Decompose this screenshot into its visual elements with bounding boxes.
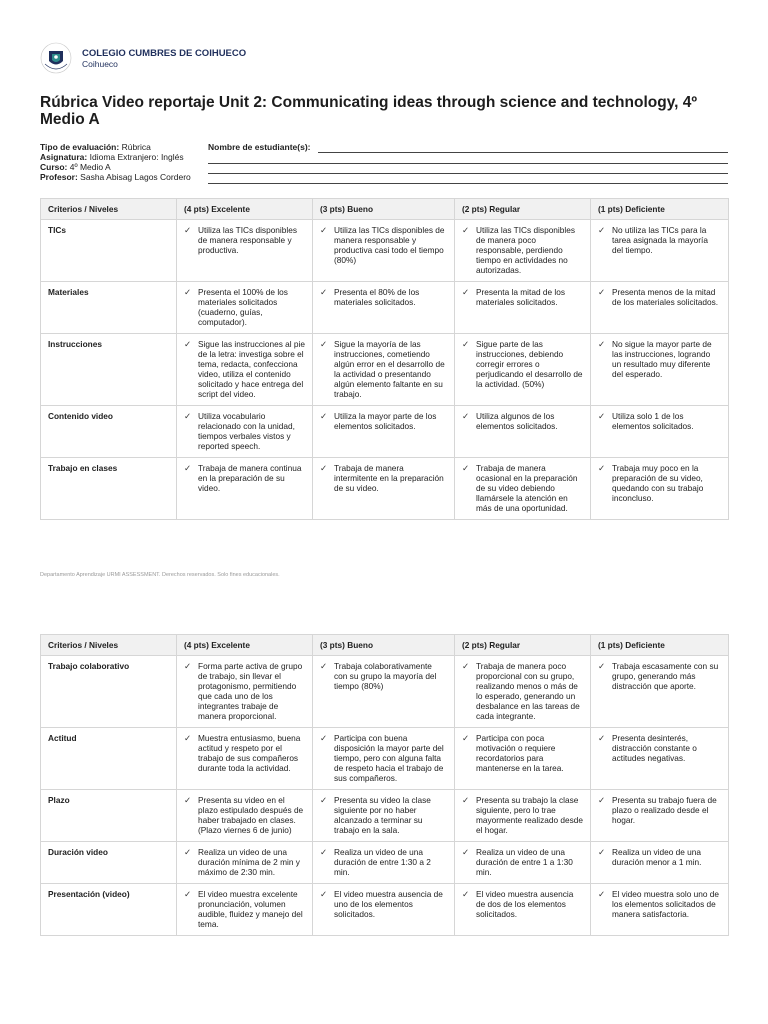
checkmark-icon: ✓ xyxy=(462,889,470,899)
level-content xyxy=(462,463,583,513)
level-description: Utiliza las TICs disponibles de manera responsable y productiva casi todo el tiempo (80%) xyxy=(334,225,445,265)
students-block xyxy=(208,142,728,152)
level-description: Utiliza las TICs disponibles de manera responsable y productiva. xyxy=(198,225,297,255)
level-content xyxy=(598,287,721,307)
level-cell xyxy=(313,656,455,728)
level-description: El video muestra solo uno de los elementos solicitados de manera satisfactoria. xyxy=(612,889,720,919)
level-cell xyxy=(591,334,729,406)
level-content xyxy=(320,339,447,399)
level-content xyxy=(462,889,583,919)
level-cell xyxy=(591,458,729,520)
level-description: Trabaja de manera ocasional en la preparación de su video debiendo llamársele la atención en más de una oportunidad. xyxy=(476,463,578,513)
checkmark-icon: ✓ xyxy=(184,411,192,421)
level-description: Presenta su video la clase siguiente por no haber alcanzado a terminar su trabajo en la sala. xyxy=(334,795,431,835)
table-row xyxy=(41,282,729,334)
level-description: Presenta desinterés, distracción constante o actitudes negativas. xyxy=(612,733,697,763)
criterion-cell: Actitud xyxy=(41,728,177,790)
level-description: El video muestra ausencia de uno de los elementos solicitados. xyxy=(334,889,443,919)
level-cell xyxy=(313,790,455,842)
table-header-row xyxy=(41,199,729,220)
evaluation-meta xyxy=(40,142,191,182)
level-cell xyxy=(177,842,313,884)
level-cell xyxy=(313,458,455,520)
level-content xyxy=(462,339,583,389)
table-row xyxy=(41,220,729,282)
level-content xyxy=(320,889,447,919)
level-description: Utiliza algunos de los elementos solicitados. xyxy=(476,411,558,431)
level-content xyxy=(598,339,721,379)
level-cell xyxy=(177,884,313,936)
level-cell xyxy=(313,220,455,282)
level-cell xyxy=(177,220,313,282)
level-description: Presenta su video en el plazo estipulado después de haber trabajado en clases. (Plazo viernes 6 de junio) xyxy=(198,795,304,835)
level-description: Trabaja de manera intermitente en la preparación de su video. xyxy=(334,463,444,493)
meta-tipo-value: Rúbrica xyxy=(121,142,151,152)
level-content xyxy=(184,847,305,877)
level-content xyxy=(598,847,721,867)
criterion-cell: Instrucciones xyxy=(41,334,177,406)
meta-curso-value: 4º Medio A xyxy=(69,162,111,172)
criterion-cell: TICs xyxy=(41,220,177,282)
level-cell xyxy=(591,790,729,842)
level-description: Trabaja de manera continua en la preparación de su video. xyxy=(198,463,302,493)
level-description: Sigue las instrucciones al pie de la letra: investiga sobre el tema, redacta, confecciona video, utiliza el contenido solicitado y hace entrega del script del video. xyxy=(198,339,305,399)
header-bueno: (3 pts) Bueno xyxy=(313,635,455,656)
level-content xyxy=(184,339,305,399)
level-description: El video muestra excelente pronunciación, volumen audible, fluidez y manejo del tema. xyxy=(198,889,303,929)
checkmark-icon: ✓ xyxy=(598,225,606,235)
table-row xyxy=(41,656,729,728)
checkmark-icon: ✓ xyxy=(462,847,470,857)
level-content xyxy=(184,661,305,721)
checkmark-icon: ✓ xyxy=(462,733,470,743)
level-content xyxy=(184,733,305,773)
level-description: Realiza un video de una duración de entre 1:30 a 2 min. xyxy=(334,847,431,877)
level-cell xyxy=(313,884,455,936)
checkmark-icon: ✓ xyxy=(462,411,470,421)
checkmark-icon: ✓ xyxy=(320,889,328,899)
criterion-cell: Materiales xyxy=(41,282,177,334)
student-name-line[interactable] xyxy=(208,163,728,164)
level-description: Presenta el 80% de los materiales solicitados. xyxy=(334,287,420,307)
table-row xyxy=(41,884,729,936)
checkmark-icon: ✓ xyxy=(462,339,470,349)
level-description: Trabaja muy poco en la preparación de su video, quedando con su trabajo inconcluso. xyxy=(612,463,704,503)
checkmark-icon: ✓ xyxy=(320,661,328,671)
level-cell xyxy=(177,406,313,458)
level-cell xyxy=(455,884,591,936)
criterion-cell: Plazo xyxy=(41,790,177,842)
criterion-cell: Trabajo en clases xyxy=(41,458,177,520)
meta-profesor-label: Profesor: xyxy=(40,172,78,182)
checkmark-icon: ✓ xyxy=(598,889,606,899)
level-cell xyxy=(591,406,729,458)
level-cell xyxy=(313,282,455,334)
checkmark-icon: ✓ xyxy=(320,411,328,421)
level-content xyxy=(320,225,447,265)
level-content xyxy=(184,411,305,451)
checkmark-icon: ✓ xyxy=(320,733,328,743)
level-content xyxy=(320,411,447,431)
level-cell xyxy=(313,842,455,884)
level-description: Trabaja de manera poco proporcional con su grupo, realizando menos o más de lo esperado, generando un desbalance en las tareas de cada integrante. xyxy=(476,661,580,721)
header-deficiente: (1 pts) Deficiente xyxy=(591,635,729,656)
level-content xyxy=(462,411,583,431)
level-description: Utiliza vocabulario relacionado con la unidad, tiempos verbales vistos y reported speech. xyxy=(198,411,295,451)
level-cell xyxy=(455,728,591,790)
level-description: No utiliza las TICs para la tarea asignada la mayoría del tiempo. xyxy=(612,225,708,255)
table-header-row xyxy=(41,635,729,656)
criterion-cell: Duración video xyxy=(41,842,177,884)
level-description: Participa con buena disposición la mayor parte del tiempo, pero con alguna falta de respeto hacia el trabajo de sus compañeros. xyxy=(334,733,444,783)
checkmark-icon: ✓ xyxy=(184,847,192,857)
level-content xyxy=(598,889,721,919)
meta-tipo xyxy=(40,142,191,152)
meta-asignatura xyxy=(40,152,191,162)
checkmark-icon: ✓ xyxy=(462,225,470,235)
checkmark-icon: ✓ xyxy=(320,287,328,297)
rubric-table-1 xyxy=(40,198,729,520)
level-content xyxy=(462,733,583,773)
header-excelente: (4 pts) Excelente xyxy=(177,199,313,220)
level-description: Presenta su trabajo fuera de plazo o realizado desde el hogar. xyxy=(612,795,717,825)
level-cell xyxy=(455,220,591,282)
student-name-line[interactable] xyxy=(208,173,728,174)
table-row xyxy=(41,406,729,458)
level-description: Realiza un video de una duración de entre 1 a 1:30 min. xyxy=(476,847,573,877)
level-cell xyxy=(455,282,591,334)
level-cell xyxy=(177,728,313,790)
table-row xyxy=(41,728,729,790)
checkmark-icon: ✓ xyxy=(462,661,470,671)
header-regular: (2 pts) Regular xyxy=(455,635,591,656)
checkmark-icon: ✓ xyxy=(320,463,328,473)
level-description: Presenta el 100% de los materiales solicitados (cuaderno, guías, computador). xyxy=(198,287,288,327)
header-excelente: (4 pts) Excelente xyxy=(177,635,313,656)
level-description: Presenta menos de la mitad de los materiales solicitados. xyxy=(612,287,719,307)
level-description: Presenta la mitad de los materiales solicitados. xyxy=(476,287,566,307)
level-description: Presenta su trabajo la clase siguiente, pero lo trae mayormente realizado desde el hogar. xyxy=(476,795,583,835)
level-cell xyxy=(313,334,455,406)
page-title: Rúbrica Video reportaje Unit 2: Communicating ideas through science and technology, 4º Medio A xyxy=(40,94,698,128)
level-cell xyxy=(591,728,729,790)
checkmark-icon: ✓ xyxy=(598,339,606,349)
table-row xyxy=(41,334,729,406)
level-content xyxy=(320,463,447,493)
header-criterios: Criterios / Niveles xyxy=(41,635,177,656)
header-bueno: (3 pts) Bueno xyxy=(313,199,455,220)
checkmark-icon: ✓ xyxy=(598,287,606,297)
table-row xyxy=(41,458,729,520)
level-cell xyxy=(177,656,313,728)
level-cell xyxy=(455,406,591,458)
level-content xyxy=(598,661,721,691)
level-content xyxy=(184,795,305,835)
checkmark-icon: ✓ xyxy=(184,287,192,297)
level-content xyxy=(462,661,583,721)
level-description: Trabaja colaborativamente con su grupo la mayoría del tiempo (80%) xyxy=(334,661,437,691)
checkmark-icon: ✓ xyxy=(184,889,192,899)
checkmark-icon: ✓ xyxy=(320,795,328,805)
meta-curso xyxy=(40,162,191,172)
level-cell xyxy=(591,656,729,728)
level-cell xyxy=(177,282,313,334)
page-footer: Departamento Aprendizaje URMI ASSESSMENT. Derechos reservados. Solo fines educacionales. xyxy=(40,572,280,578)
level-description: Forma parte activa de grupo de trabajo, sin llevar el protagonismo, permitiendo que cada uno de los integrantes trabaje de manera proporcional. xyxy=(198,661,303,721)
school-header xyxy=(40,38,246,78)
checkmark-icon: ✓ xyxy=(598,795,606,805)
criterion-cell: Trabajo colaborativo xyxy=(41,656,177,728)
level-cell xyxy=(455,458,591,520)
level-cell xyxy=(591,220,729,282)
level-content xyxy=(320,661,447,691)
level-cell xyxy=(177,458,313,520)
student-name-line[interactable] xyxy=(318,152,728,153)
level-content xyxy=(184,463,305,493)
checkmark-icon: ✓ xyxy=(184,463,192,473)
checkmark-icon: ✓ xyxy=(320,225,328,235)
level-description: Sigue la mayoría de las instrucciones, cometiendo algún error en el desarrollo de la actividad o presentando algún elemento faltante en su trabajo. xyxy=(334,339,445,399)
checkmark-icon: ✓ xyxy=(184,733,192,743)
checkmark-icon: ✓ xyxy=(184,225,192,235)
level-content xyxy=(462,287,583,307)
level-content xyxy=(320,287,447,307)
school-location: Coihueco xyxy=(82,58,118,69)
meta-asignatura-value: Idioma Extranjero: Inglés xyxy=(89,152,184,162)
criterion-cell: Contenido video xyxy=(41,406,177,458)
level-cell xyxy=(313,406,455,458)
level-content xyxy=(184,225,305,255)
checkmark-icon: ✓ xyxy=(598,463,606,473)
rubric-table-2 xyxy=(40,634,729,936)
criterion-cell: Presentación (video) xyxy=(41,884,177,936)
meta-tipo-label: Tipo de evaluación: xyxy=(40,142,120,152)
checkmark-icon: ✓ xyxy=(184,795,192,805)
level-content xyxy=(320,795,447,835)
level-content xyxy=(598,795,721,825)
checkmark-icon: ✓ xyxy=(598,847,606,857)
level-description: Realiza un video de una duración mínima de 2 min y máximo de 2:30 min. xyxy=(198,847,300,877)
table-row xyxy=(41,790,729,842)
header-deficiente: (1 pts) Deficiente xyxy=(591,199,729,220)
level-content xyxy=(462,795,583,835)
level-cell xyxy=(455,790,591,842)
level-description: Utiliza solo 1 de los elementos solicitados. xyxy=(612,411,694,431)
level-description: Muestra entusiasmo, buena actitud y respeto por el trabajo de sus compañeros durante toda la actividad. xyxy=(198,733,301,773)
level-cell xyxy=(455,656,591,728)
level-cell xyxy=(177,790,313,842)
level-description: Realiza un video de una duración menor a 1 min. xyxy=(612,847,702,867)
level-cell xyxy=(591,842,729,884)
level-content xyxy=(320,733,447,783)
checkmark-icon: ✓ xyxy=(462,795,470,805)
checkmark-icon: ✓ xyxy=(320,847,328,857)
checkmark-icon: ✓ xyxy=(184,339,192,349)
school-info xyxy=(82,48,246,69)
level-cell xyxy=(455,334,591,406)
level-cell xyxy=(591,884,729,936)
level-description: Sigue parte de las instrucciones, debiendo corregir errores o perjudicando el desarrollo de la actividad. (50%) xyxy=(476,339,583,389)
checkmark-icon: ✓ xyxy=(184,661,192,671)
meta-curso-label: Curso: xyxy=(40,162,68,172)
level-description: El video muestra ausencia de dos de los elementos solicitados. xyxy=(476,889,574,919)
student-name-line[interactable] xyxy=(208,183,728,184)
students-label: Nombre de estudiante(s): xyxy=(208,142,311,152)
checkmark-icon: ✓ xyxy=(598,661,606,671)
level-description: Utiliza las TICs disponibles de manera poco responsable, perdiendo tiempo en actividades no autorizadas. xyxy=(476,225,575,275)
checkmark-icon: ✓ xyxy=(320,339,328,349)
table-row xyxy=(41,842,729,884)
meta-profesor xyxy=(40,172,191,182)
level-content xyxy=(598,411,721,431)
checkmark-icon: ✓ xyxy=(598,411,606,421)
level-content xyxy=(462,225,583,275)
school-crest-icon xyxy=(40,42,72,74)
meta-profesor-value: Sasha Abisag Lagos Cordero xyxy=(80,172,191,182)
level-description: Trabaja escasamente con su grupo, generando más distracción que aporte. xyxy=(612,661,719,691)
checkmark-icon: ✓ xyxy=(462,463,470,473)
header-criterios: Criterios / Niveles xyxy=(41,199,177,220)
level-content xyxy=(598,463,721,503)
level-description: No sigue la mayor parte de las instrucciones, logrando un resultado muy diferente del esperado. xyxy=(612,339,712,379)
checkmark-icon: ✓ xyxy=(598,733,606,743)
level-cell xyxy=(591,282,729,334)
level-description: Participa con poca motivación o requiere recordatorios para mantenerse en la tarea. xyxy=(476,733,564,773)
level-content xyxy=(184,889,305,929)
checkmark-icon: ✓ xyxy=(462,287,470,297)
school-name: COLEGIO CUMBRES DE COIHUECO xyxy=(82,47,247,59)
level-content xyxy=(184,287,305,327)
level-cell xyxy=(455,842,591,884)
level-content xyxy=(462,847,583,877)
level-description: Utiliza la mayor parte de los elementos solicitados. xyxy=(334,411,437,431)
header-regular: (2 pts) Regular xyxy=(455,199,591,220)
level-content xyxy=(320,847,447,877)
meta-asignatura-label: Asignatura: xyxy=(40,152,88,162)
level-cell xyxy=(313,728,455,790)
level-content xyxy=(598,733,721,763)
level-content xyxy=(598,225,721,255)
level-cell xyxy=(177,334,313,406)
